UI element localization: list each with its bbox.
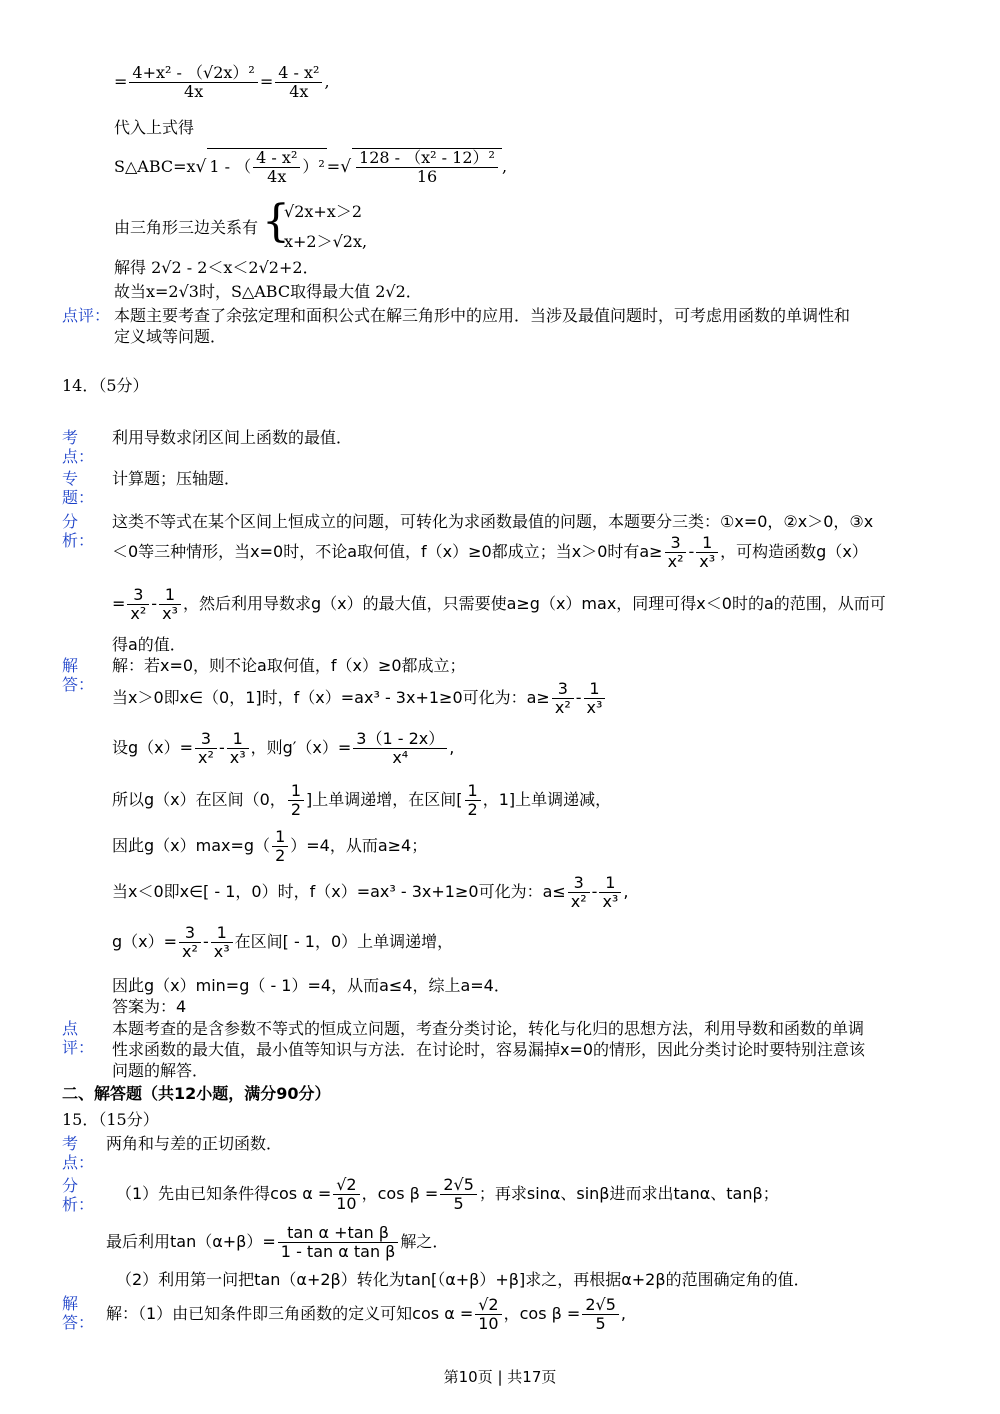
area-formula-line [114,148,507,186]
eq-sign: = [326,157,341,176]
text: ]上单调递增，在区间[ [306,790,463,809]
label-part: 点 [62,1019,79,1038]
minus: - [688,542,695,561]
label-part: 点： [62,447,95,466]
denominator: x² [182,942,198,961]
text: 最后利用tan（α+β）= [106,1232,276,1251]
comment-label: 点评： [62,306,111,325]
text: 解之． [400,1232,449,1251]
numerator: 1 [288,782,304,801]
fraction [129,64,257,101]
dianping-line-3: 问题的解答． [112,1061,209,1080]
numerator: 4 - x² [253,149,300,168]
punct: , [324,72,330,91]
dianping-line-1: 本题考查的是含参数不等式的恒成立问题，考查分类讨论，转化与化归的思想方法，利用导数和函数的单调 [112,1019,865,1038]
text: = [112,594,126,613]
numerator: 2√5 [440,1176,477,1195]
denominator: 10 [336,1194,357,1213]
denominator: x² [667,552,684,571]
radicand [207,148,326,186]
fraction [275,64,322,101]
area-label: S△ABC=x [114,157,196,176]
numerator: 1 [211,924,233,943]
denominator: 5 [595,1314,606,1333]
text: 当x＜0即x∈[ - 1，0）时，f（x）=ax³ - 3x+1≥0可化为：a≤ [112,882,566,901]
label-dianping [62,1019,94,1057]
denominator: x³ [586,698,603,717]
fraction-3-x2 [195,730,217,767]
label-part: 答： [62,675,95,694]
fraction-cos-alpha [333,1176,359,1213]
fraction-1-x3 [211,924,233,961]
minus: - [575,688,582,707]
fenxi-line-2 [106,1224,448,1261]
numerator: 1 [159,586,181,605]
label-part: 答： [62,1313,95,1332]
fraction [356,149,498,186]
denominator: 1 - tan α tan β [280,1242,396,1261]
text: 由三角形三边关系有 [114,218,259,237]
text: ＜0等三种情形，当x=0时，不论a取何值，f（x）≥0都成立；当x＞0时有a≥ [112,542,663,561]
text: 在区间[ - 1，0）上单调递增， [234,932,454,951]
expr: ）² [302,157,325,176]
numerator: tan α +tan β [278,1224,399,1243]
text-line: 代入上式得 [114,118,195,137]
label-part: 分 [62,1176,79,1195]
jieda-line-1: 解：若x=0，则不论a取何值，f（x）≥0都成立； [112,656,466,675]
fenxi-line-1: 这类不等式在某个区间上恒成立的问题，可转化为求函数最值的问题，本题要分三类：①x=0，②x＞0，③x [112,512,874,531]
numerator: √2 [333,1176,359,1195]
comment-text: 本题主要考查了余弦定理和面积公式在解三角形中的应用．当涉及最值问题时，可考虑用函数的单调性和 [114,306,851,325]
text: g（x）= [112,932,178,951]
jieda-line-1 [106,1296,626,1333]
punct: , [623,882,629,901]
fraction-half [288,782,304,819]
minus: - [591,882,598,901]
text: ，可构造函数g（x） [720,542,868,561]
label-part: 评： [62,1038,95,1057]
denominator: 4x [184,82,204,101]
jieda-line-7 [112,924,453,961]
section-title: 二、解答题（共12小题，满分90分） [62,1084,331,1103]
denominator: 16 [416,167,438,186]
text: 解：（1）由已知条件即三角函数的定义可知cos α = [106,1304,474,1323]
left-brace: { [262,196,290,247]
jieda-line-8: 因此g（x）min=g（ - 1）=4，从而a≤4，综上a=4． [112,976,510,995]
punct: , [362,232,368,251]
radical-sign: √ [340,157,352,177]
numerator: 3（1 - 2x） [353,730,447,749]
denominator: x² [130,604,147,623]
label-part: 解 [62,656,79,675]
text: 当x＞0即x∈（0，1]时，f（x）=ax³ - 3x+1≥0可化为：a≥ [112,688,550,707]
denominator: x³ [699,552,716,571]
fraction-3-x2 [179,924,201,961]
numerator: 1 [696,534,718,553]
fraction-3-x2 [127,586,149,623]
fraction-3-x2 [552,680,574,717]
numerator: 3 [195,730,217,749]
denominator: x³ [213,942,230,961]
denominator: 10 [478,1314,499,1333]
minus: - [218,738,225,757]
zhuanti-text: 计算题；压轴题． [112,469,241,488]
fraction-3-x2 [568,874,590,911]
fraction-cos-beta [582,1296,619,1333]
text: ，则g′（x）= [250,738,352,757]
denominator: 4x [267,167,287,186]
denominator: x² [570,892,587,911]
text: ，然后利用导数求g（x）的最大值，只需要使a≥g（x）max，同理可得x＜0时的a的范围，从而可 [182,594,886,613]
numerator: 128 - （x² - 12）² [356,149,498,168]
system-eq-2 [284,232,367,252]
radical-sign: √ [195,157,207,177]
label-fenxi [62,1176,94,1214]
fraction-1-x3 [584,680,606,717]
punct: , [501,157,508,176]
kaodian-text: 利用导数求闭区间上函数的最值． [112,428,353,447]
minus: - [151,594,158,613]
numerator: 2√5 [582,1296,619,1315]
numerator: 1 [584,680,606,699]
text: ）=4，从而a≥4； [290,836,428,855]
text: ；再求sinα、sinβ进而求出tanα、tanβ； [478,1184,779,1203]
denominator: 2 [290,800,301,819]
jieda-line-5 [112,828,427,865]
label-jieda [62,656,94,694]
comment-text: 定义域等问题． [114,327,227,346]
radicand [352,148,502,186]
jieda-line-4 [112,782,611,819]
numerator: 3 [179,924,201,943]
fraction-1-x3 [599,874,621,911]
eq-sign: = [114,72,128,91]
numerator: 1 [599,874,621,893]
label-kaodian [62,428,94,466]
denominator: x⁴ [392,748,409,767]
label-part: 考 [62,428,79,447]
numerator: 4 - x² [275,64,322,83]
fenxi-line-3: （2）利用第一问把tan（α+2β）转化为tan[（α+β）+β]求之，再根据α+2β的范围确定角的值． [116,1270,810,1289]
question-header: 14．（5分） [62,376,149,395]
punct: , [449,738,455,757]
label-part: 解 [62,1294,79,1313]
label-part: 点： [62,1153,95,1172]
numerator: 1 [227,730,249,749]
jieda-line-6 [112,874,628,911]
page-footer: 第10页 | 共17页 [443,1368,557,1386]
denominator: 2 [275,846,286,865]
max-line: 故当x=2√3时，S△ABC取得最大值 2√2． [114,282,422,301]
fraction-half [465,782,481,819]
numerator: 3 [665,534,687,553]
question-header: 15．（15分） [62,1110,159,1129]
label-part: 分 [62,512,79,531]
triangle-inequality-line [114,218,258,238]
fraction-1-x3 [159,586,181,623]
denominator: x³ [602,892,619,911]
text: （1）先由已知条件得cos α = [116,1184,332,1203]
kaodian-text: 两角和与差的正切函数． [106,1134,283,1153]
fenxi-line-2 [112,534,868,571]
label-part: 题： [62,488,95,507]
expr: x+2＞√2x [284,232,363,251]
fenxi-line-4: 得a的值． [112,635,186,654]
numerator: 3 [127,586,149,605]
fraction-3-x2 [665,534,687,571]
label-fenxi [62,512,94,550]
numerator: 1 [272,828,288,847]
denominator: x² [198,748,214,767]
dianping-line-2: 性求函数的最大值，最小值等知识与方法．在讨论时，容易漏掉x=0的情形，因此分类讨论时要特别注意该 [112,1040,866,1059]
text: ，1]上单调递减， [482,790,612,809]
denominator: x³ [162,604,178,623]
system-eq-1: √2x+x＞2 [284,202,363,221]
text: 因此g（x）max=g（ [112,836,271,855]
fraction-half [272,828,288,865]
solve-line: 解得 2√2 - 2＜x＜2√2+2． [114,258,319,277]
denominator: x² [554,698,571,717]
fraction-1-x3 [696,534,718,571]
jieda-line-3 [112,730,454,767]
fraction-cos-alpha [475,1296,501,1333]
eq-line-1 [114,64,330,101]
text: ，cos β = [503,1304,581,1323]
denominator: 5 [453,1194,464,1213]
text: 所以g（x）在区间（0， [112,790,286,809]
fraction-derivative [353,730,447,767]
denominator: 2 [467,800,478,819]
jieda-line-2 [112,680,607,717]
eq-sign: = [259,72,274,91]
punct: , [620,1304,626,1323]
fenxi-line-1 [116,1176,779,1213]
numerator: 3 [552,680,574,699]
numerator: 4+x² - （√2x）² [129,64,257,83]
jieda-answer: 答案为：4 [112,997,187,1016]
denominator: x³ [229,748,246,767]
expr: 1 - （ [209,157,252,176]
fraction-cos-beta [440,1176,477,1213]
label-part: 析： [62,531,95,550]
fraction [253,149,300,186]
label-part: 析： [62,1195,95,1214]
denominator: 4x [289,82,309,101]
numerator: √2 [475,1296,501,1315]
label-kaodian [62,1134,94,1172]
label-zhuanti [62,469,94,507]
fraction-1-x3 [227,730,249,767]
label-part: 考 [62,1134,79,1153]
text: ，cos β = [361,1184,439,1203]
label-part: 专 [62,469,79,488]
numerator: 3 [568,874,590,893]
fenxi-line-3 [112,586,886,623]
numerator: 1 [465,782,481,801]
text: 设g（x）= [112,738,194,757]
label-jieda [62,1294,94,1332]
minus: - [202,932,209,951]
fraction-tan-sum [278,1224,399,1261]
